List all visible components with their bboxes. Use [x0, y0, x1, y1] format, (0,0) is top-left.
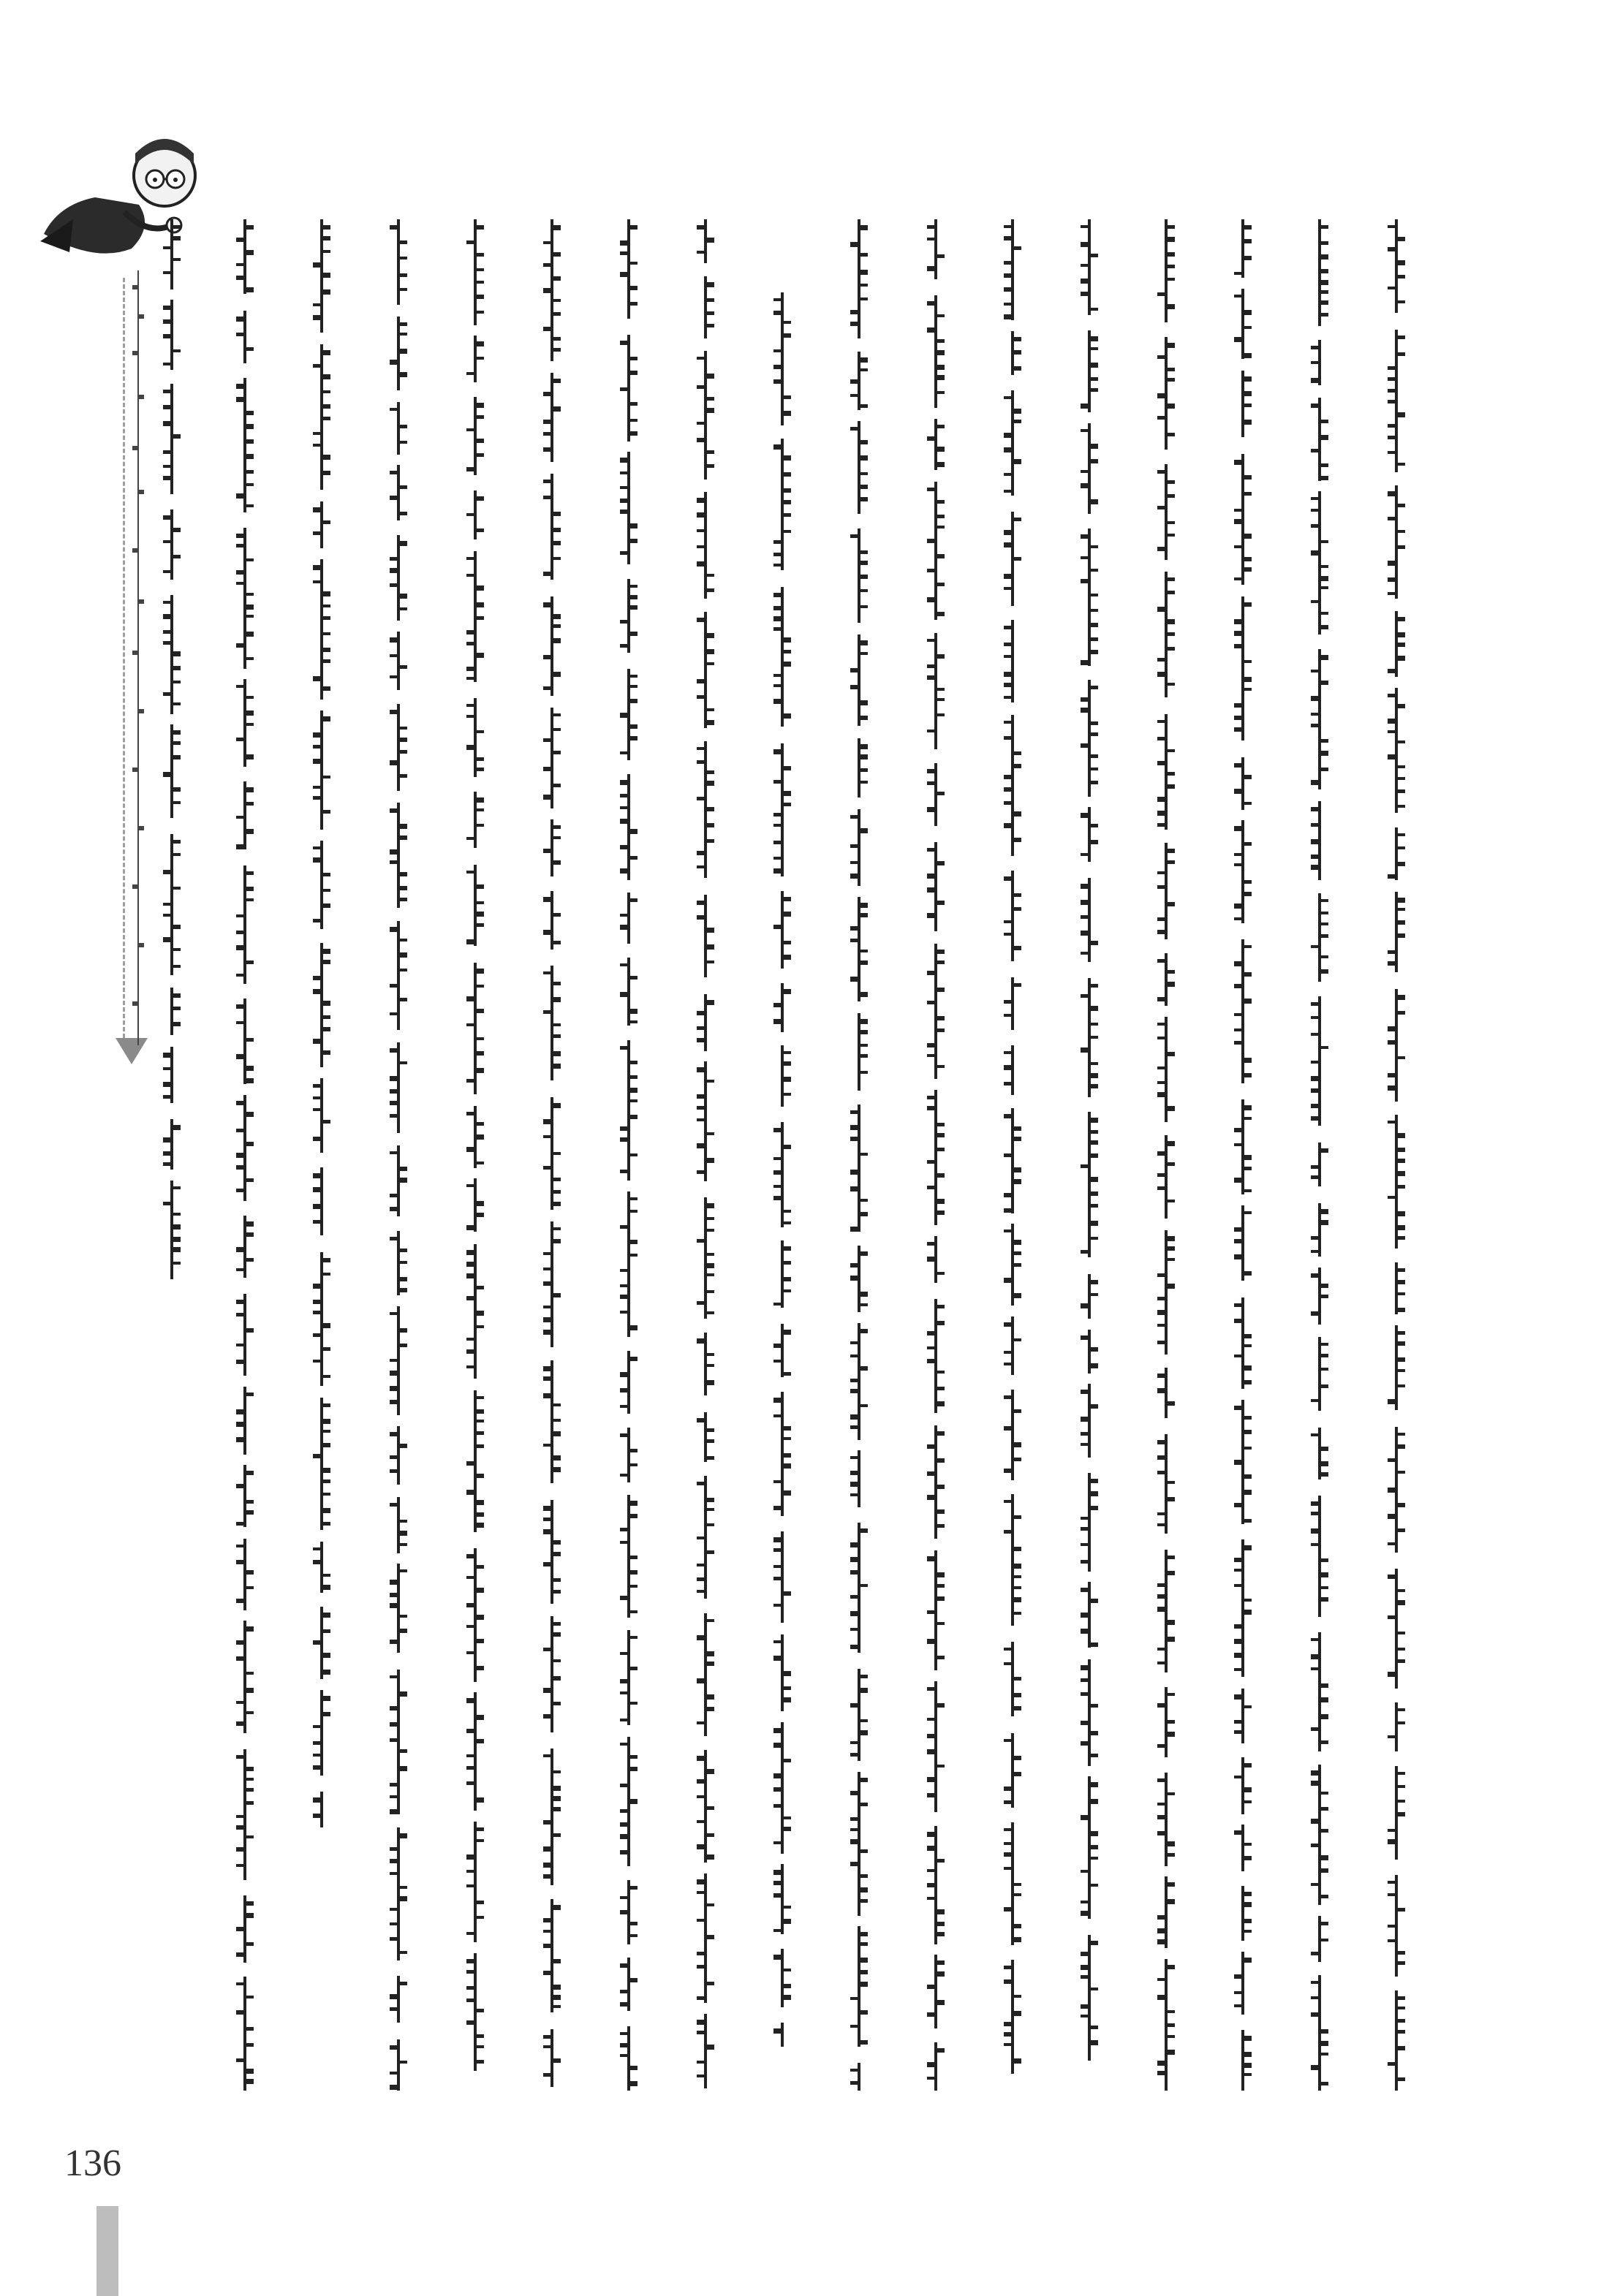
text-column: [614, 219, 643, 2091]
text-column: [1075, 219, 1104, 2091]
text-column: [1228, 219, 1257, 2091]
text-column: [461, 219, 490, 2091]
text-column: [537, 219, 567, 2091]
running-header: [130, 270, 146, 1045]
text-column: [1382, 219, 1411, 2091]
text-column: [307, 219, 336, 1827]
header-dashed-rule: [123, 278, 125, 1038]
text-column: [768, 292, 797, 2047]
text-column: [230, 219, 260, 2091]
text-column: [1305, 219, 1334, 2091]
text-column: [157, 219, 186, 1279]
text-column: [1151, 219, 1181, 2091]
text-column: [384, 219, 413, 2091]
text-column: [691, 219, 720, 2091]
page-edge-bar: [97, 2206, 118, 2296]
page-number: 136: [64, 2142, 121, 2184]
text-column: [998, 219, 1027, 2091]
text-column: [921, 219, 950, 2091]
text-column: [844, 219, 874, 2091]
